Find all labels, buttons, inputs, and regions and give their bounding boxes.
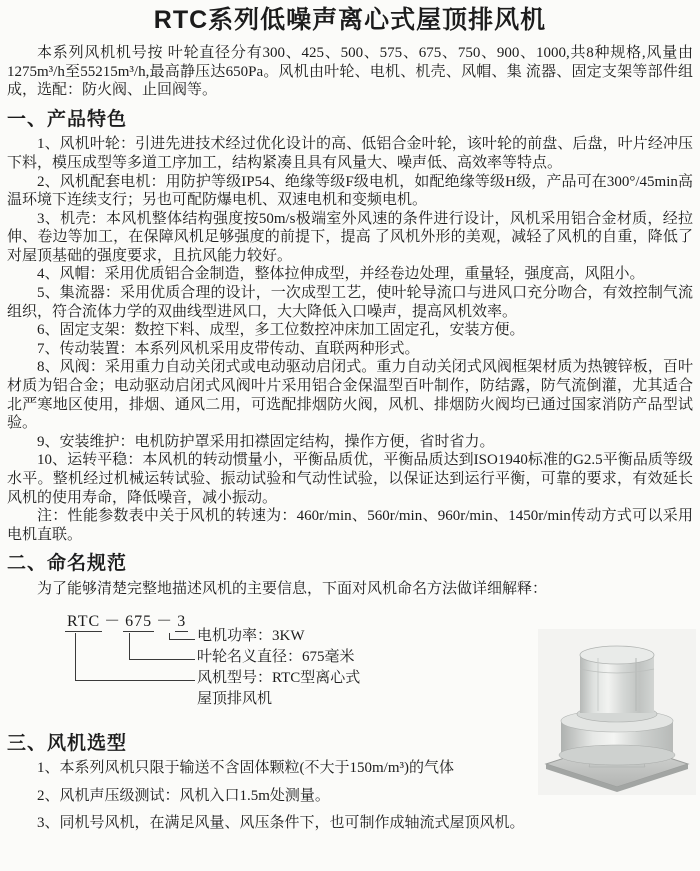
section-selection-heading: 三、风机选型	[7, 732, 128, 754]
code-part-diameter: 675	[125, 612, 153, 630]
label-motor-power: 电机功率：3KW	[197, 627, 305, 644]
code-part-power: 3	[177, 612, 187, 630]
code-dash: －	[104, 612, 122, 630]
feature-item: 10、运转平稳：本风机的转动惯量小，平衡品质优，平衡品质达到ISO1940标准的G2.5平衡品质等级水平。整机经过机械运转试验、振动试验和气动性试验，以保证达到运行平衡，可靠的要求，有效延长风机的使用寿命，降低噪音，减小振动。	[7, 452, 693, 506]
page-title: RTC系列低噪声离心式屋顶排风机	[153, 6, 547, 34]
connector-line-power	[169, 639, 195, 640]
feature-item: 4、风帽：采用优质铝合金制造，整体拉伸成型，并经卷边处理，重量轻，强度高，风阻小。	[37, 266, 645, 283]
model-code	[65, 612, 188, 632]
feature-item: 2、风机配套电机：用防护等级IP54、绝缘等级F级电机，如配绝缘等级H级，产品可在300°/45min高温环境下连续支行；另也可配防爆电机、双速电机和变频电机。	[7, 173, 693, 209]
label-impeller-diameter: 叶轮名义直径：675毫米	[197, 648, 355, 665]
features-note: 注：性能参数表中关于风机的转速为：460r/min、560r/min、960r/min、1450r/min传动方式可以采用电机直联。	[7, 508, 693, 543]
connector-line-diameter	[129, 659, 195, 660]
section-features-heading: 一、产品特色	[7, 108, 128, 130]
code-part-model: RTC	[67, 612, 101, 630]
intro-paragraph: 本系列风机机号按 叶轮直径分有300、425、500、575、675、750、900、1000,共8种规格,风量由1275m³/h至55215m³/h,最高静压达650Pa。风机由叶轮、电机、机壳、风帽、集 流器、固定支架等部件组成，选配：防火阀、止回阀等。	[7, 45, 693, 99]
diagram-labels	[197, 626, 360, 710]
selection-item: 1、本系列风机只限于输送不含固体颗粒(不大于150m/m³)的气体	[37, 760, 454, 777]
code-dash: －	[156, 612, 174, 630]
selection-item: 3、同机号风机，在满足风量、风压条件下，也可制作成轴流式屋顶风机。	[37, 815, 525, 832]
feature-item: 6、固定支架：数控下料、成型，多工位数控冲床加工固定孔，安装方便。	[37, 322, 525, 339]
naming-intro: 为了能够清楚完整地描述风机的主要信息，下面对风机命名方法做详细解释：	[37, 580, 548, 597]
feature-item: 3、机壳：本风机整体结构强度按50m/s极端室外风速的条件进行设计，风机采用铝合金材质，经拉伸、卷边等加工，在保障风机足够强度的前提下，提高 了风机外形的美观，减轻了风机的自重，降低了对屋顶基础的强度要求，且抗风能力较好。	[7, 210, 693, 264]
feature-item: 7、传动装置：本系列风机采用皮带传动、直联两种形式。	[37, 340, 420, 357]
connector-line-diameter	[129, 633, 130, 659]
feature-item: 5、集流器：采用优质合理的设计，一次成型工艺，使叶轮导流口与进风口充分吻合，有效控制气流组织，符合流体力学的双曲线型进风口，大大降低入口噪声，提高风机效率。	[7, 285, 693, 320]
section-naming-heading: 二、命名规范	[7, 553, 128, 575]
label-fan-model: 风机型号：RTC型离心式	[197, 669, 361, 686]
connector-line-model	[75, 680, 195, 681]
feature-item: 8、风阀：采用重力自动关闭式或电动驱动启闭式。重力自动关闭式风阀框架材质为热镀锌板，百叶材质为铝合金；电动驱动启闭式风阀叶片采用铝合金保温型百叶制作，防结露，防气流倒灌，尤其适合北严寒地区使用，排烟、通风二用，可选配排烟防火阀，风机、排烟防火阀均已通过国家消防产品型试验。	[7, 359, 693, 432]
label-fan-model-wrap: 屋顶排风机	[197, 690, 273, 707]
feature-item: 9、安装维护：电机防护罩采用扣襟固定结构，操作方便，省时省力。	[37, 433, 495, 450]
selection-item: 2、风机声压级测试：风机入口1.5m处测量。	[37, 787, 330, 804]
feature-item: 1、风机叶轮：引进先进技术经过优化设计的高、低铝合金叶轮，该叶轮的前盘、后盘，叶片经冲压下料，模压成型等多道工序加工，结构紧凑且具有风量大、噪声低、高效率等特点。	[7, 136, 693, 171]
connector-line-model	[75, 633, 76, 680]
roof-fan-image	[538, 629, 696, 795]
